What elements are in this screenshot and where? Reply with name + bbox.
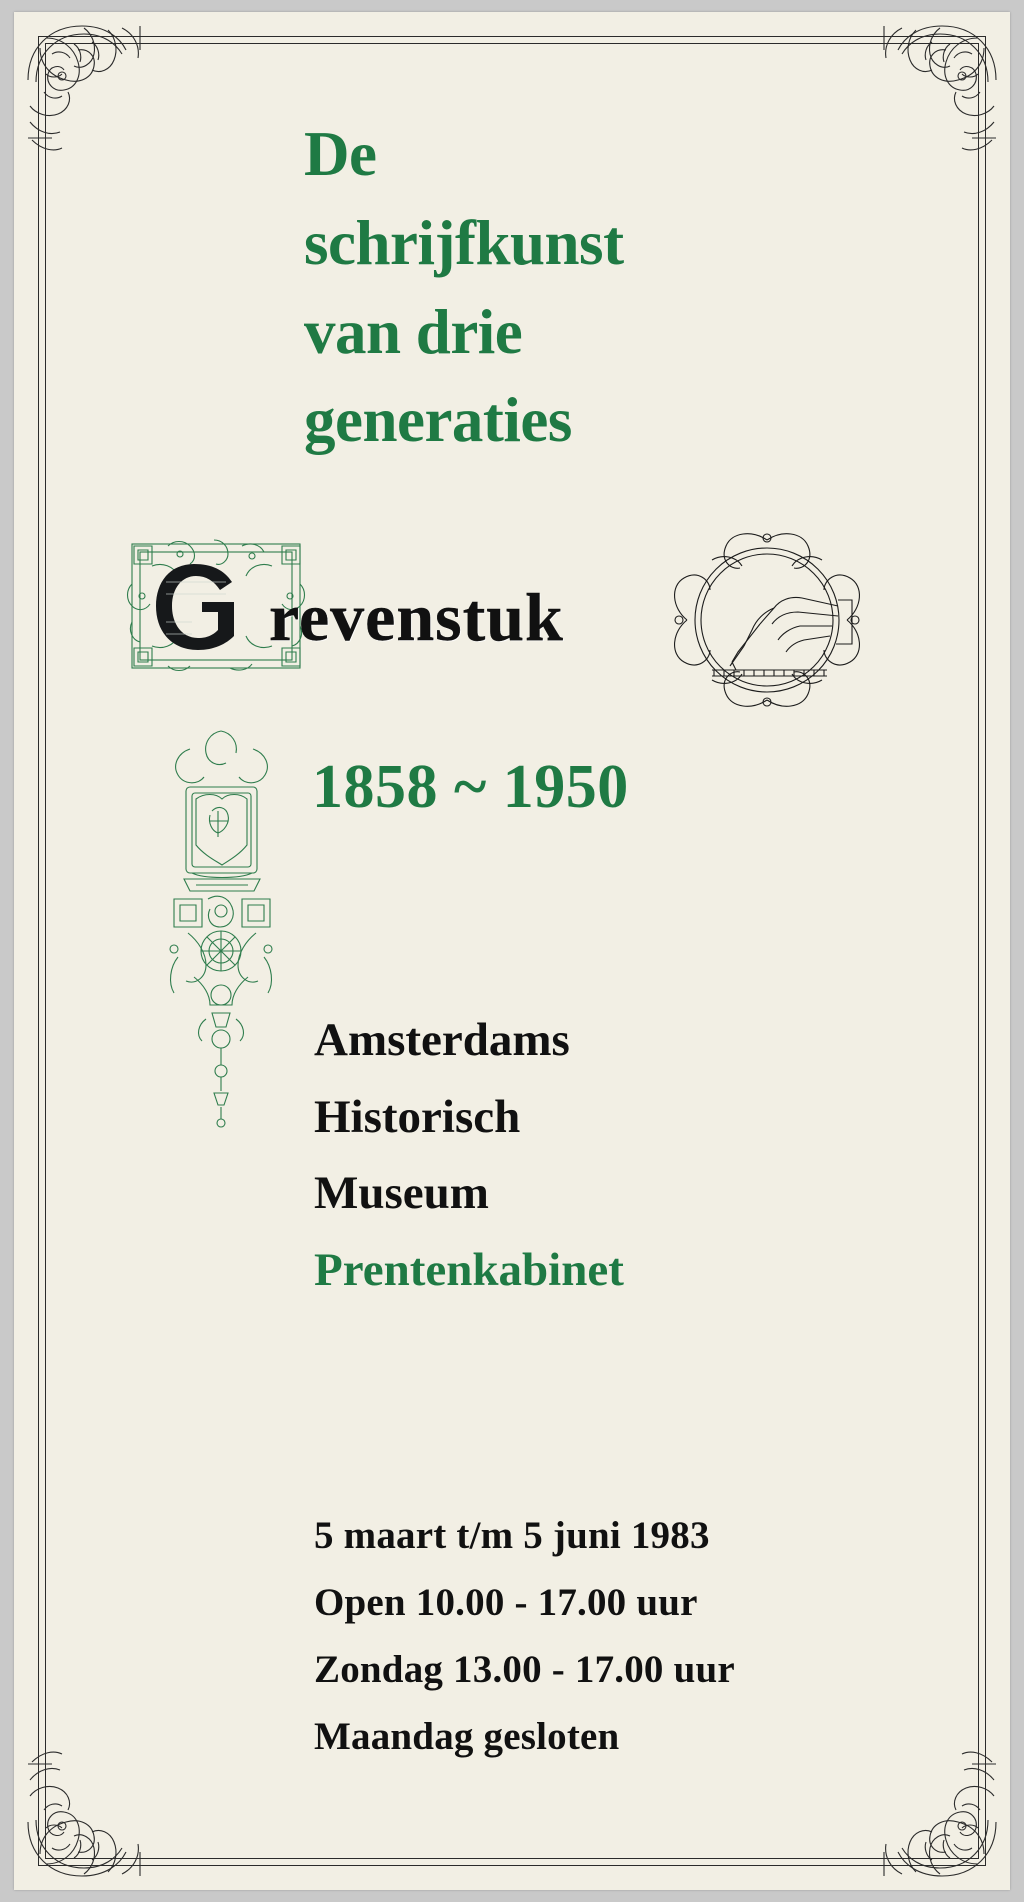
headline-line-2: schrijfkunst bbox=[304, 207, 624, 278]
opening-hours-weekday: Open 10.00 - 17.00 uur bbox=[314, 1581, 698, 1625]
museum-line-1: Amsterdams bbox=[314, 1014, 570, 1066]
opening-hours-sunday: Zondag 13.00 - 17.00 uur bbox=[314, 1648, 735, 1692]
headline-line-1: De bbox=[304, 119, 377, 189]
heraldic-pendant-ornament-icon bbox=[134, 727, 309, 1147]
poster-headline bbox=[304, 110, 864, 465]
writing-hand-emblem-icon bbox=[652, 520, 882, 720]
museum-line-3: Museum bbox=[314, 1167, 489, 1220]
surname-text: revenstuk bbox=[269, 579, 564, 655]
museum-department: Prentenkabinet bbox=[314, 1243, 624, 1296]
headline-line-4: generaties bbox=[304, 385, 572, 456]
museum-name bbox=[314, 1002, 874, 1308]
museum-line-2: Historisch bbox=[314, 1090, 521, 1143]
closed-day: Maandag gesloten bbox=[314, 1715, 620, 1759]
exhibition-years: 1858 ~ 1950 bbox=[312, 753, 629, 821]
visiting-information bbox=[314, 1502, 934, 1770]
exhibition-dates: 5 maart t/m 5 juni 1983 bbox=[314, 1514, 710, 1557]
poster bbox=[14, 12, 1010, 1890]
headline-line-3: van drie bbox=[304, 296, 523, 367]
